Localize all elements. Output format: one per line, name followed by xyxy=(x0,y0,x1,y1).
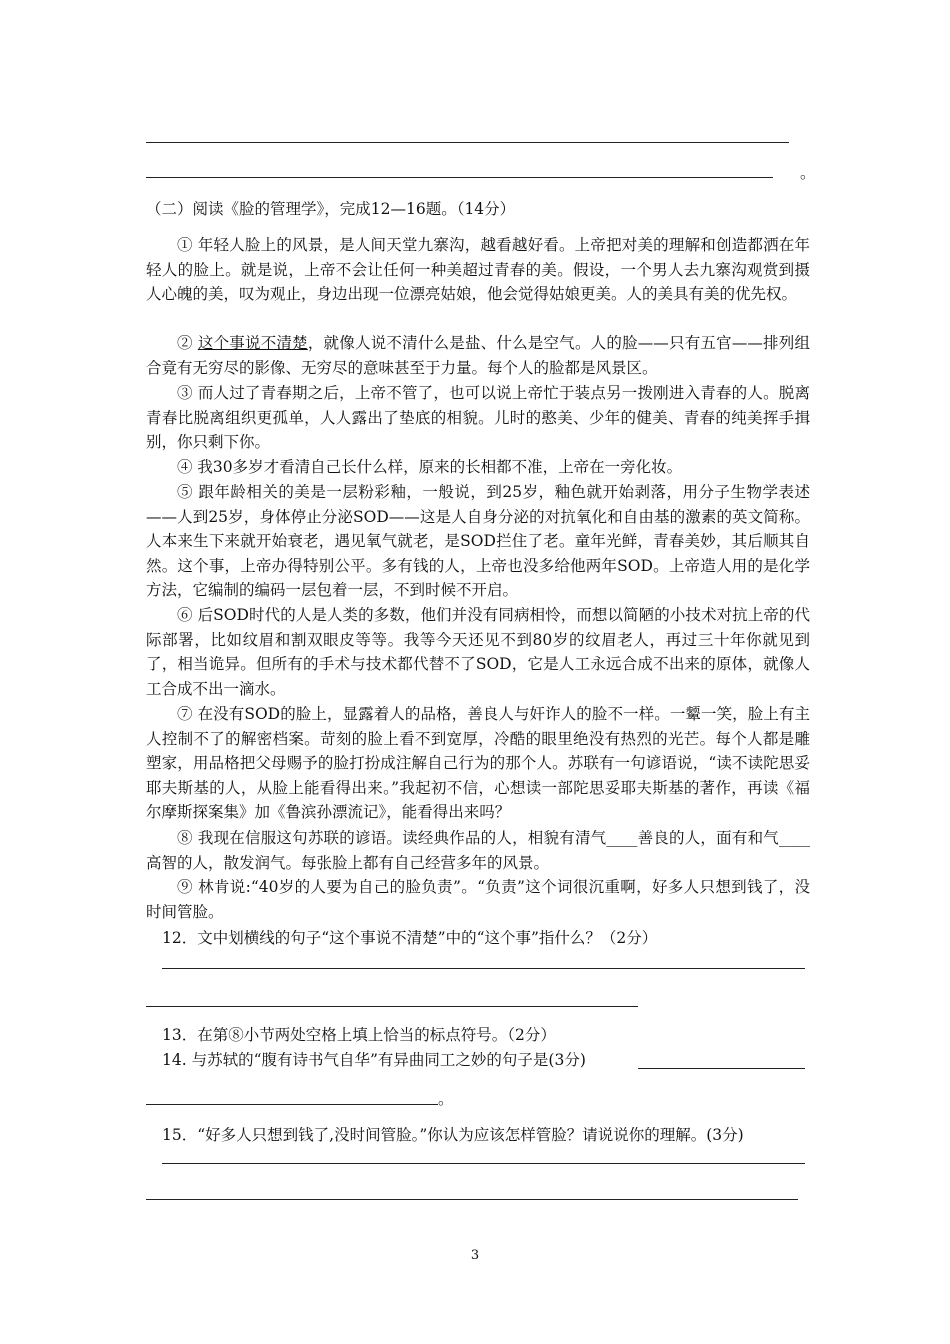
period-mark: 。 xyxy=(438,1090,454,1108)
paragraph-2 xyxy=(146,331,810,380)
page-number: 3 xyxy=(470,1248,480,1263)
paragraph-9: ⑨ 林肯说:“40岁的人要为自己的脸负责”。“负责”这个词很沉重啊，好多人只想到钱了，没时间管脸。 xyxy=(146,878,810,921)
paragraph-8: ⑧ 我现在信服这句苏联的谚语。读经典作品的人，相貌有清气____善良的人，面有和气____高智的人，散发润气。每张脸上都有自己经营多年的风景。 xyxy=(146,829,810,872)
underlined-sentence: 这个事说不清楚 xyxy=(197,334,308,352)
answer-line[interactable] xyxy=(146,177,773,178)
question-13: 13．在第⑧小节两处空格上填上恰当的标点符号。（2分） xyxy=(162,1026,556,1044)
question-12: 12．文中划横线的句子“这个事说不清楚”中的“这个事”指什么？（2分） xyxy=(162,929,658,947)
answer-line[interactable] xyxy=(162,968,805,969)
period-mark: 。 xyxy=(800,164,816,182)
paragraph-3: ③ 而人过了青春期之后，上帝不管了，也可以说上帝忙于装点另一拨刚进入青春的人。脱离青春比脱离组织更孤单，人人露出了垫底的相貌。儿时的憨美、少年的健美、青春的纯美挥手揖别，你只剩下你。 xyxy=(146,384,810,452)
answer-line[interactable] xyxy=(146,1006,638,1007)
question-15: 15．“好多人只想到钱了,没时间管脸。”你认为应该怎样管脸？请说说你的理解。(3分) xyxy=(162,1126,744,1144)
answer-line[interactable] xyxy=(146,1199,798,1200)
answer-line[interactable] xyxy=(638,1068,805,1069)
paragraph-7: ⑦ 在没有SOD的脸上，显露着人的品格，善良人与奸诈人的脸不一样。一颦一笑，脸上有主人控制不了的解密档案。苛刻的脸上看不到宽厚，冷酷的眼里绝没有热烈的光芒。每个人都是雕塑家，用品格把父母赐予的脸打扮成注解自己行为的那个人。苏联有一句谚语说，“读不读陀思妥耶夫斯基的人，从脸上能看得出来。”我起初不信，心想读一部陀思妥耶夫斯基的著作，再读《福尔摩斯探案集》加《鲁滨孙漂流记》，能看得出来吗？ xyxy=(146,705,810,822)
answer-line[interactable] xyxy=(146,1104,438,1105)
section-heading: （二）阅读《脸的管理学》，完成12—16题。（14分） xyxy=(146,200,516,218)
question-14: 14. 与苏轼的“腹有诗书气自华”有异曲同工之妙的句子是(3分) xyxy=(162,1051,586,1069)
paragraph-1: ① 年轻人脸上的风景，是人间天堂九寨沟，越看越好看。上帝把对美的理解和创造都洒在年轻人的脸上。就是说，上帝不会让任何一种美超过青春的美。假设，一个男人去九寨沟观赏到摄人心魄的美，叹为观止，身边出现一位漂亮姑娘，他会觉得姑娘更美。人的美具有美的优先权。 xyxy=(146,236,810,304)
paragraph-6: ⑥ 后SOD时代的人是人类的多数，他们并没有同病相怜，而想以简陋的小技术对抗上帝的代际部署，比如纹眉和割双眼皮等等。我等今天还见不到80岁的纹眉老人，再过三十年你就见到了，相当诡异。但所有的手术与技术都代替不了SOD，它是人工永远合成不出来的原体，就像人工合成不出一滴水。 xyxy=(146,606,810,698)
paragraph-2-prefix: ② xyxy=(177,334,198,352)
paragraph-5: ⑤ 跟年龄相关的美是一层粉彩釉，一般说，到25岁，釉色就开始剥落，用分子生物学表述——人到25岁，身体停止分泌SOD——这是人自身分泌的对抗氧化和自由基的激素的英文简称。人本来生下来就开始衰老，遇见氧气就老，是SOD拦住了老。童年光鲜，青春美妙，其后顺其自然。这个事，上帝办得特别公平。多有钱的人，上帝也没多给他两年SOD。上帝造人用的是化学方法，它编制的编码一层包着一层，不到时候不开启。 xyxy=(146,483,810,600)
answer-line[interactable] xyxy=(162,1163,805,1164)
answer-line[interactable] xyxy=(146,142,789,143)
paragraph-2-rest: ，就像人说不清什么是盐、什么是空气。人的脸——只有五官——排列组合竟有无穷尽的影像、无穷尽的意味甚至于力量。每个人的脸都是风景区。 xyxy=(146,334,810,377)
paragraph-4: ④ 我30多岁才看清自己长什么样，原来的长相都不准，上帝在一旁化妆。 xyxy=(177,458,683,476)
